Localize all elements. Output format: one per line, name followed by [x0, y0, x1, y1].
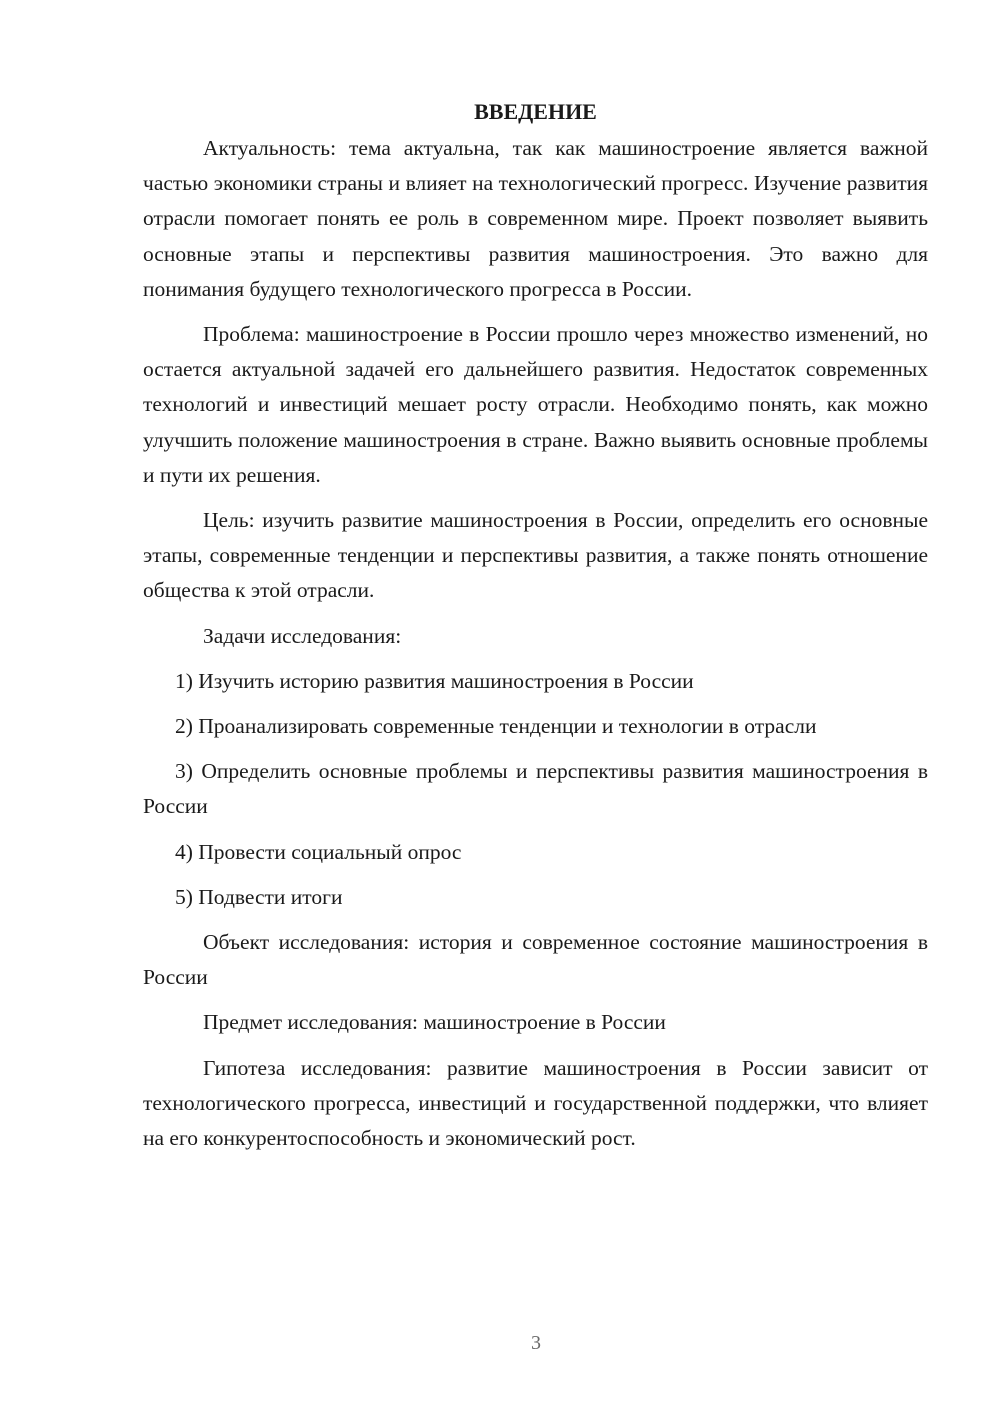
- paragraph-object: Объект исследования: история и современное состояние машиностроения в России: [143, 930, 928, 990]
- page-content: [143, 94, 928, 1166]
- page-number: 3: [531, 1332, 541, 1354]
- paragraph-relevance: Актуальность: тема актуальна, так как машиностроение является важной частью экономики страны и влияет на технологический прогресс. Изучение развития отрасли помогает понять ее роль в современном мире. Проект позволяет выявить основные этапы и перспективы развития машиностроения. Это важно для понимания будущего технологического прогресса в России.: [143, 136, 928, 301]
- page-title: ВВЕДЕНИЕ: [474, 99, 597, 124]
- task-item-3: 3) Определить основные проблемы и перспективы развития машиностроения в России: [143, 759, 928, 819]
- task-item-5: 5) Подвести итоги: [175, 884, 343, 909]
- paragraph-hypothesis: Гипотеза исследования: развитие машиностроения в России зависит от технологического прогресса, инвестиций и государственной поддержки, что влияет на его конкурентоспособность и экономический рост.: [143, 1055, 928, 1151]
- paragraph-subject: Предмет исследования: машиностроение в России: [203, 1010, 666, 1035]
- paragraph-problem: Проблема: машиностроение в России прошло через множество изменений, но остается актуальной задачей его дальнейшего развития. Недостаток современных технологий и инвестиций мешает росту отрасли. Необходимо понять, как можно улучшить положение машиностроения в стране. Важно выявить основные проблемы и пути их решения.: [143, 322, 928, 487]
- task-item-1: 1) Изучить историю развития машиностроения в России: [175, 668, 694, 693]
- tasks-heading: Задачи исследования:: [203, 623, 402, 648]
- paragraph-goal: Цель: изучить развитие машиностроения в России, определить его основные этапы, современные тенденции и перспективы развития, а также понять отношение общества к этой отрасли.: [143, 508, 928, 603]
- task-item-2: 2) Проанализировать современные тенденции и технологии в отрасли: [175, 714, 817, 739]
- task-item-4: 4) Провести социальный опрос: [175, 839, 462, 864]
